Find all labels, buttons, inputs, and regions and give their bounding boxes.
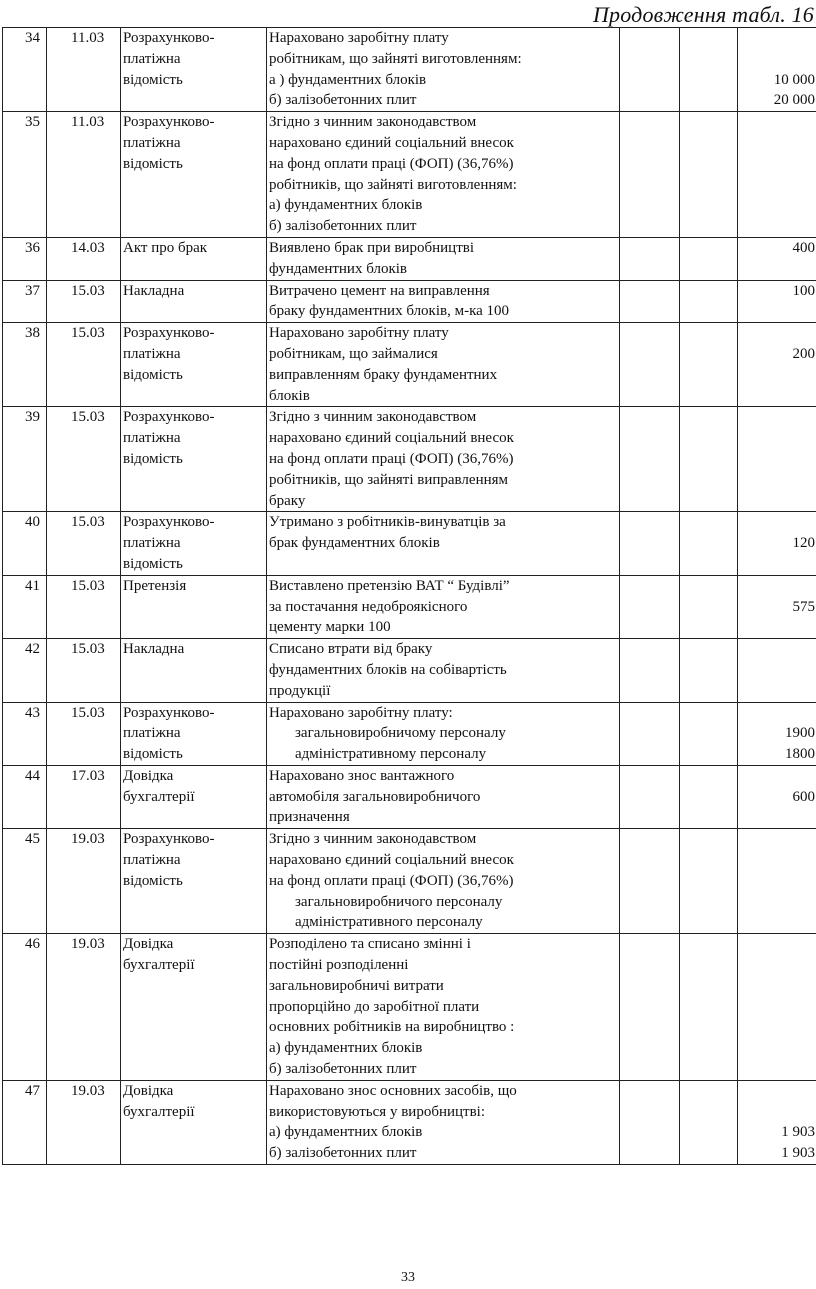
document-name-line: Претензія (123, 577, 187, 594)
description-line (269, 554, 619, 575)
date-cell (47, 112, 121, 238)
description-line: Згідно з чинним законодавством (269, 114, 477, 131)
description-line: адміністративному персоналу (295, 746, 487, 763)
amount-line: 400 (792, 239, 815, 256)
description-line: Виставлено претензію ВАТ “ Будівлі” (269, 577, 510, 594)
description-line: основних робітників на виробництво : (269, 1019, 515, 1036)
row-number: 47 (25, 1082, 40, 1099)
description-line: нараховано єдиний соціальний внесок (269, 852, 514, 869)
row-number: 46 (25, 936, 40, 953)
debit-account-cell (620, 512, 680, 575)
credit-account-cell (680, 829, 738, 934)
row-number-cell (3, 28, 47, 112)
row-number-cell (3, 323, 47, 407)
entry-date: 15.03 (71, 641, 105, 658)
amount-cell (738, 575, 816, 638)
amount-line: 575 (792, 598, 815, 615)
amount-cell (738, 112, 816, 238)
entry-date: 15.03 (71, 704, 105, 721)
description-line: браку (269, 492, 306, 509)
table-row (3, 702, 816, 765)
description-line: Утримано з робітників-винуватців за (269, 514, 506, 531)
debit-account-cell (620, 934, 680, 1081)
description-cell (267, 28, 620, 112)
debit-account-cell (620, 28, 680, 112)
entry-date: 19.03 (71, 831, 105, 848)
table-row (3, 829, 816, 934)
row-number-cell (3, 280, 47, 323)
document-name-line: Розрахунково- (123, 831, 215, 848)
date-cell (47, 765, 121, 828)
document-name-line: Розрахунково- (123, 30, 215, 46)
amount-line: 1 903 (781, 1124, 815, 1141)
description-line: блоків (269, 387, 310, 404)
amount-cell (738, 702, 816, 765)
credit-account-cell (680, 575, 738, 638)
row-number: 42 (25, 641, 40, 658)
credit-account-cell (680, 280, 738, 323)
description-line: нараховано єдиний соціальний внесок (269, 134, 514, 151)
entry-date: 15.03 (71, 282, 105, 299)
date-cell (47, 1080, 121, 1164)
amount-line (738, 934, 815, 955)
document-name-line: відомість (123, 555, 183, 572)
document-name-line: Розрахунково- (123, 514, 215, 531)
description-line: робітникам, що зайняті виготовленням: (269, 50, 522, 67)
description-line: автомобіля загальновиробничого (269, 788, 481, 805)
amount-line: 1 903 (781, 1145, 815, 1162)
document-name-line: Розрахунково- (123, 704, 215, 721)
row-number-cell (3, 702, 47, 765)
document-name-line: Накладна (123, 641, 185, 658)
amount-cell (738, 934, 816, 1081)
description-cell (267, 765, 620, 828)
entry-date: 14.03 (71, 239, 105, 256)
document-cell (121, 639, 267, 702)
debit-account-cell (620, 112, 680, 238)
amount-line (738, 1017, 815, 1038)
row-number-cell (3, 112, 47, 238)
amount-cell (738, 323, 816, 407)
amount-line (738, 807, 815, 828)
debit-account-cell (620, 280, 680, 323)
description-line: Списано втрати від браку (269, 641, 433, 658)
amount-line (738, 323, 815, 344)
amount-line (738, 997, 815, 1018)
document-name-line: Довідка (123, 936, 174, 953)
description-line: загальновиробничого персоналу (295, 893, 503, 910)
document-cell (121, 28, 267, 112)
entry-date: 11.03 (71, 30, 105, 46)
document-name-line: відомість (123, 872, 183, 889)
credit-account-cell (680, 1080, 738, 1164)
description-line: б) залізобетонних плит (269, 1145, 417, 1162)
amount-cell (738, 512, 816, 575)
amount-line (738, 871, 815, 892)
debit-account-cell (620, 407, 680, 512)
description-cell (267, 112, 620, 238)
amount-line: 1800 (785, 746, 815, 763)
description-line: продукції (269, 682, 331, 699)
amount-line (738, 112, 815, 133)
description-cell (267, 639, 620, 702)
amount-line (738, 449, 815, 470)
description-line: Згідно з чинним законодавством (269, 409, 477, 426)
date-cell (47, 237, 121, 280)
document-name-line: відомість (123, 155, 183, 172)
amount-cell (738, 280, 816, 323)
entry-date: 15.03 (71, 514, 105, 531)
document-cell (121, 112, 267, 238)
document-cell (121, 512, 267, 575)
table-row (3, 639, 816, 702)
description-line: робітників, що зайняті виготовленням: (269, 176, 517, 193)
date-cell (47, 575, 121, 638)
amount-line (738, 301, 815, 322)
document-name-line: платіжна (123, 134, 181, 151)
document-name-line: відомість (123, 746, 183, 763)
credit-account-cell (680, 323, 738, 407)
table-row (3, 112, 816, 238)
amount-line (738, 133, 815, 154)
amount-line (738, 660, 815, 681)
entry-date: 15.03 (71, 409, 105, 426)
description-line: робітників, що зайняті виправленням (269, 471, 509, 488)
description-cell (267, 237, 620, 280)
description-line: Нараховано заробітну плату: (269, 704, 453, 721)
date-cell (47, 28, 121, 112)
description-line: Нараховано заробітну плату (269, 325, 449, 342)
amount-line (738, 554, 815, 575)
document-name-line: платіжна (123, 50, 181, 67)
amount-line (738, 639, 815, 660)
document-cell (121, 702, 267, 765)
document-name-line: платіжна (123, 345, 181, 362)
amount-line: 1900 (785, 725, 815, 742)
description-line: Нараховано знос вантажного (269, 767, 455, 784)
description-line: на фонд оплати праці (ФОП) (36,76%) (269, 872, 514, 889)
amount-cell (738, 28, 816, 112)
date-cell (47, 323, 121, 407)
description-cell (267, 323, 620, 407)
row-number-cell (3, 407, 47, 512)
description-line: браку фундаментних блоків, м-ка 100 (269, 303, 510, 320)
row-number: 38 (25, 325, 40, 342)
amount-line (738, 216, 815, 237)
table-row (3, 575, 816, 638)
debit-account-cell (620, 323, 680, 407)
description-line: б) залізобетонних плит (269, 218, 417, 235)
description-cell (267, 512, 620, 575)
description-line: Нараховано заробітну плату (269, 30, 449, 46)
debit-account-cell (620, 575, 680, 638)
description-line: загальновиробничому персоналу (295, 725, 506, 742)
description-line: на фонд оплати праці (ФОП) (36,76%) (269, 450, 514, 467)
amount-line (738, 1102, 815, 1123)
amount-cell (738, 639, 816, 702)
amount-line (738, 703, 815, 724)
debit-account-cell (620, 237, 680, 280)
description-line: а) фундаментних блоків (269, 1040, 423, 1057)
ledger-table (2, 27, 816, 1165)
amount-line (738, 681, 815, 702)
row-number: 44 (25, 767, 40, 784)
description-cell (267, 702, 620, 765)
description-cell (267, 407, 620, 512)
row-number: 37 (25, 282, 40, 299)
credit-account-cell (680, 639, 738, 702)
row-number-cell (3, 829, 47, 934)
document-cell (121, 575, 267, 638)
date-cell (47, 829, 121, 934)
amount-cell (738, 407, 816, 512)
amount-line (738, 1059, 815, 1080)
amount-line (738, 829, 815, 850)
table-continuation-caption: Продовження табл. 16 (592, 2, 814, 27)
document-cell (121, 934, 267, 1081)
description-line: на фонд оплати праці (ФОП) (36,76%) (269, 155, 514, 172)
amount-line (738, 365, 815, 386)
page-number: 33 (401, 1270, 415, 1285)
credit-account-cell (680, 112, 738, 238)
table-row (3, 28, 816, 112)
amount-line (738, 1081, 815, 1102)
description-line: Нараховано знос основних засобів, що (269, 1082, 517, 1099)
date-cell (47, 512, 121, 575)
description-line: адміністративного персоналу (295, 914, 483, 931)
row-number: 34 (25, 30, 40, 46)
description-line: використовуються у виробництві: (269, 1103, 486, 1120)
description-line: Витрачено цемент на виправлення (269, 282, 490, 299)
row-number-cell (3, 639, 47, 702)
debit-account-cell (620, 702, 680, 765)
document-name-line: бухгалтерії (123, 1103, 195, 1120)
entry-date: 15.03 (71, 325, 105, 342)
description-line: нараховано єдиний соціальний внесок (269, 430, 514, 447)
entry-date: 17.03 (71, 767, 105, 784)
description-line: брак фундаментних блоків (269, 535, 440, 552)
document-name-line: бухгалтерії (123, 788, 195, 805)
amount-line (738, 386, 815, 407)
document-name-line: Довідка (123, 767, 174, 784)
row-number: 35 (25, 114, 40, 131)
description-line: а) фундаментних блоків (269, 197, 423, 214)
amount-line (738, 766, 815, 787)
credit-account-cell (680, 237, 738, 280)
description-line: Згідно з чинним законодавством (269, 831, 477, 848)
document-name-line: бухгалтерії (123, 957, 195, 974)
amount-line (738, 892, 815, 913)
date-cell (47, 702, 121, 765)
credit-account-cell (680, 765, 738, 828)
description-line: виправленням браку фундаментних (269, 366, 498, 383)
description-cell (267, 575, 620, 638)
date-cell (47, 934, 121, 1081)
document-name-line: відомість (123, 71, 183, 88)
table-row (3, 934, 816, 1081)
credit-account-cell (680, 28, 738, 112)
date-cell (47, 280, 121, 323)
document-name-line: платіжна (123, 535, 181, 552)
description-line: цементу марки 100 (269, 619, 391, 636)
amount-line: 600 (792, 788, 815, 805)
row-number-cell (3, 765, 47, 828)
description-line: а ) фундаментних блоків (269, 71, 427, 88)
row-number-cell (3, 575, 47, 638)
amount-line (738, 617, 815, 638)
credit-account-cell (680, 702, 738, 765)
credit-account-cell (680, 934, 738, 1081)
description-line: фундаментних блоків (269, 260, 407, 277)
row-number-cell (3, 237, 47, 280)
document-name-line: відомість (123, 366, 183, 383)
document-name-line: відомість (123, 450, 183, 467)
document-name-line: Довідка (123, 1082, 174, 1099)
amount-line (738, 1038, 815, 1059)
row-number-cell (3, 512, 47, 575)
description-line: Виявлено брак при виробництві (269, 239, 474, 256)
description-line: робітникам, що займалися (269, 345, 438, 362)
document-cell (121, 829, 267, 934)
description-line: за постачання недоброякісного (269, 598, 468, 615)
debit-account-cell (620, 639, 680, 702)
amount-line (738, 195, 815, 216)
debit-account-cell (620, 1080, 680, 1164)
description-line: постійні розподіленні (269, 957, 409, 974)
document-cell (121, 323, 267, 407)
amount-cell (738, 765, 816, 828)
document-name-line: Розрахунково- (123, 409, 215, 426)
document-name-line: Розрахунково- (123, 114, 215, 131)
document-cell (121, 407, 267, 512)
document-name-line: Акт про брак (123, 239, 208, 256)
document-cell (121, 280, 267, 323)
description-line: Розподілено та списано змінні і (269, 936, 471, 953)
credit-account-cell (680, 407, 738, 512)
date-cell (47, 407, 121, 512)
amount-line (738, 955, 815, 976)
table-row (3, 1080, 816, 1164)
date-cell (47, 639, 121, 702)
table-row (3, 765, 816, 828)
amount-line: 10 000 (773, 71, 815, 88)
amount-line (738, 49, 815, 70)
amount-line (738, 175, 815, 196)
description-line: б) залізобетонних плит (269, 1061, 417, 1078)
row-number-cell (3, 934, 47, 1081)
entry-date: 11.03 (71, 114, 105, 131)
amount-line: 200 (792, 345, 815, 362)
amount-cell (738, 1080, 816, 1164)
document-name-line: Розрахунково- (123, 325, 215, 342)
description-cell (267, 1080, 620, 1164)
description-line: призначення (269, 809, 350, 826)
table-row (3, 512, 816, 575)
amount-line: 100 (792, 282, 815, 299)
description-line: пропорційно до заробітної плати (269, 998, 480, 1015)
amount-line: 20 000 (773, 92, 815, 109)
amount-line (738, 154, 815, 175)
description-cell (267, 280, 620, 323)
amount-line (738, 512, 815, 533)
amount-line (738, 428, 815, 449)
row-number: 43 (25, 704, 40, 721)
description-cell (267, 934, 620, 1081)
amount-line (738, 470, 815, 491)
entry-date: 15.03 (71, 577, 105, 594)
debit-account-cell (620, 765, 680, 828)
amount-cell (738, 829, 816, 934)
amount-line: 120 (792, 535, 815, 552)
description-line: а) фундаментних блоків (269, 1124, 423, 1141)
description-cell (267, 829, 620, 934)
debit-account-cell (620, 829, 680, 934)
table-row (3, 280, 816, 323)
entry-date: 19.03 (71, 936, 105, 953)
ledger-body (3, 28, 816, 1165)
row-number: 39 (25, 409, 40, 426)
amount-line (738, 576, 815, 597)
amount-line (738, 850, 815, 871)
table-row (3, 323, 816, 407)
document-cell (121, 765, 267, 828)
document-name-line: Накладна (123, 282, 185, 299)
entry-date: 19.03 (71, 1082, 105, 1099)
description-line: загальновиробничі витрати (269, 977, 444, 994)
description-line: фундаментних блоків на собівартість (269, 661, 507, 678)
document-cell (121, 1080, 267, 1164)
amount-cell (738, 237, 816, 280)
row-number-cell (3, 1080, 47, 1164)
credit-account-cell (680, 512, 738, 575)
row-number: 45 (25, 831, 40, 848)
description-line: б) залізобетонних плит (269, 92, 417, 109)
amount-line (738, 912, 815, 933)
amount-line (738, 407, 815, 428)
document-name-line: платіжна (123, 430, 181, 447)
document-name-line: платіжна (123, 852, 181, 869)
row-number: 40 (25, 514, 40, 531)
row-number: 36 (25, 239, 40, 256)
amount-line (738, 28, 815, 49)
row-number: 41 (25, 577, 40, 594)
table-row (3, 237, 816, 280)
table-row (3, 407, 816, 512)
document-cell (121, 237, 267, 280)
amount-line (738, 259, 815, 280)
amount-line (738, 491, 815, 512)
document-name-line: платіжна (123, 725, 181, 742)
amount-line (738, 976, 815, 997)
